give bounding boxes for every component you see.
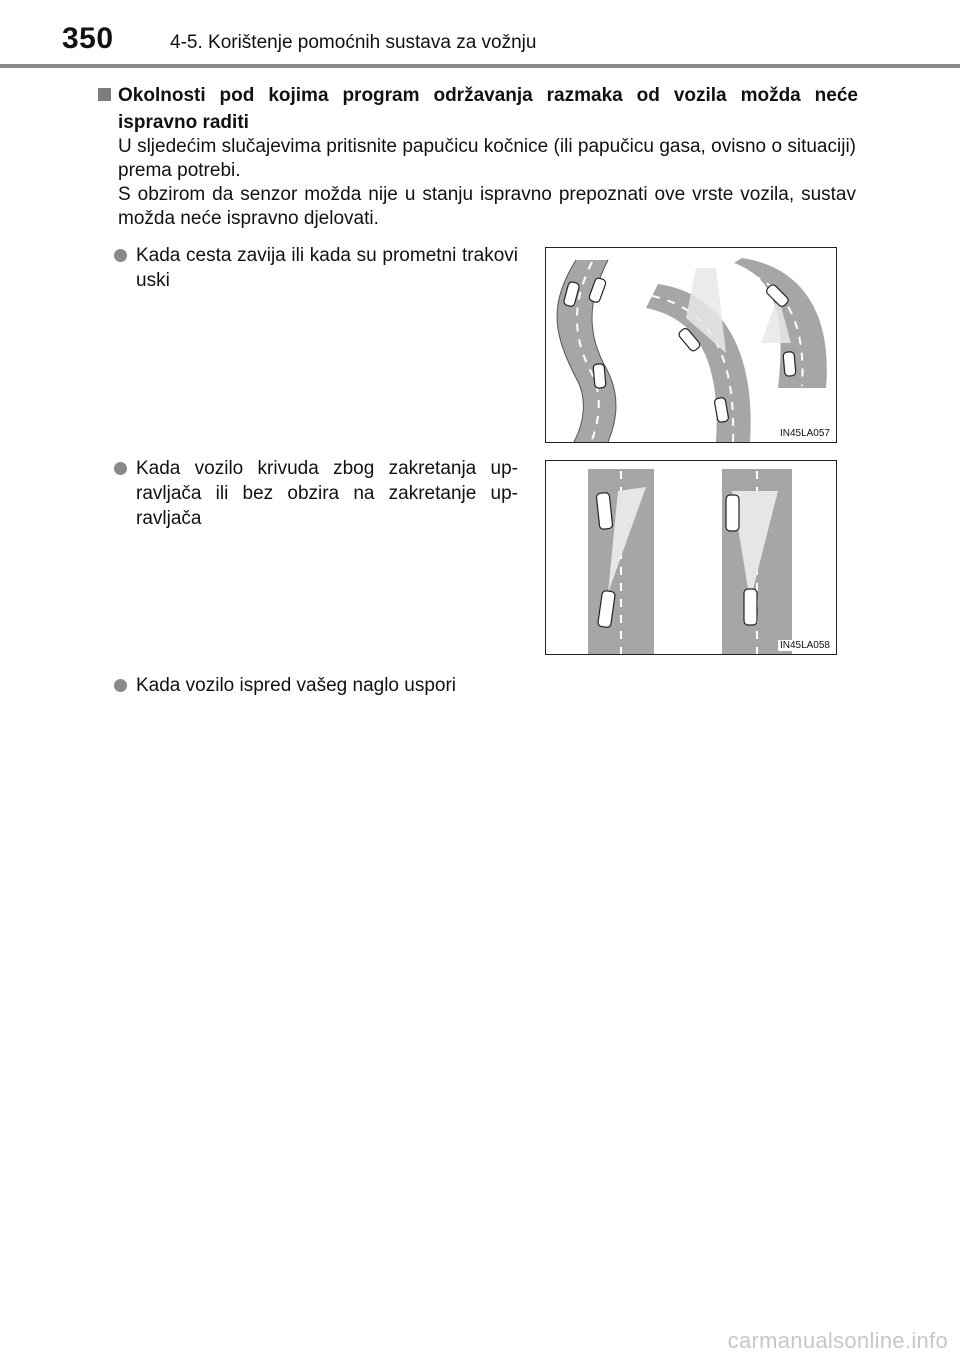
page-header [0,0,960,64]
intro-text [118,135,856,231]
intro-paragraph-2: S obzirom da senzor možda nije u stanju ispravno prepoznati ove vrste vozila, sustav možda neće ispravno djelovati. [118,184,856,229]
round-bullet-icon [114,462,127,475]
car [744,589,757,625]
weaving-vehicle-illustration [546,461,836,654]
figure-code: IN45LA058 [779,640,830,651]
bullet-item-curved-road [114,243,518,293]
subsection-heading [98,82,858,136]
heading-text: Okolnosti pod kojima program održavanja razmaka od vozila možda neće ispravno raditi [118,85,858,133]
bullet-text: Kada vozilo ispred vašeg naglo uspori [136,675,457,696]
curved-roads-illustration [546,248,836,442]
intro-paragraph-1: U sljedećim slučajevima pritisnite papučicu kočnice (ili papučicu gasa, ovisno o situaciji) prema potrebi. [118,136,856,181]
bullet-text: Kada vozilo krivuda zbog zakretanja up-ravljača ili bez obzira na zakretanje up-ravljača [136,458,518,529]
header-rule [0,64,960,68]
car [726,495,739,531]
s-curve-road [557,260,616,442]
bullet-item-weaving-vehicle [114,456,518,531]
section-title: 4-5. Korištenje pomoćnih sustava za vožnju [170,32,537,53]
round-bullet-icon [114,679,127,692]
figure-weaving-vehicle [545,460,837,655]
car [783,352,796,377]
square-bullet-icon [98,88,111,101]
figure-code: IN45LA057 [779,428,830,439]
page-number: 350 [62,22,114,55]
footer-watermark: carmanualsonline.info [727,1328,948,1353]
figure-curved-roads [545,247,837,443]
bullet-item-sudden-braking [114,673,518,698]
bullet-text: Kada cesta zavija ili kada su prometni trakovi uski [136,245,518,291]
car [593,364,606,389]
round-bullet-icon [114,249,127,262]
